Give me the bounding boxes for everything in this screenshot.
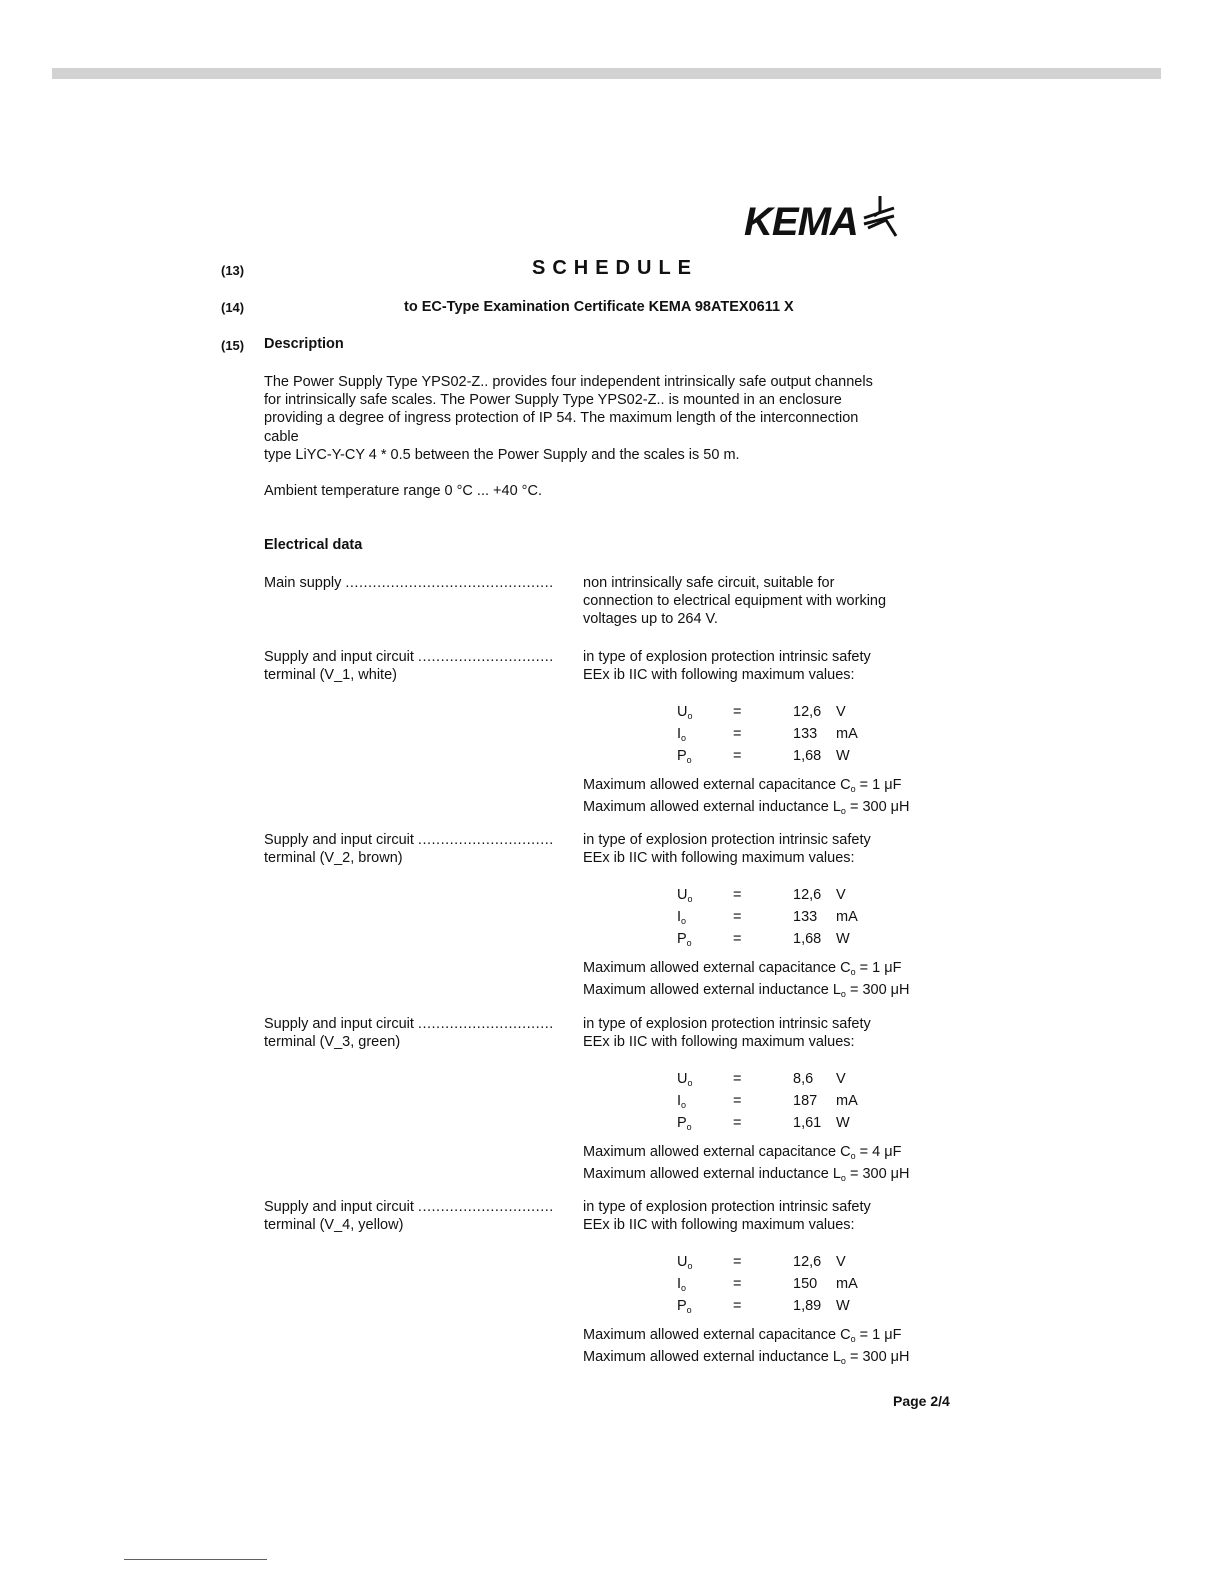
current-row xyxy=(677,1275,858,1297)
circuit-desc-line: EEx ib IIC with following maximum values: xyxy=(583,1034,855,1051)
description-line: The Power Supply Type YPS02-Z.. provides four independent intrinsically safe output channels xyxy=(264,374,873,390)
electrical-data-heading: Electrical data xyxy=(264,537,363,553)
power-value: 1,68 xyxy=(793,931,822,948)
circuit-desc-line: EEx ib IIC with following maximum values: xyxy=(583,850,855,867)
current-row xyxy=(677,908,858,930)
ambient-temperature: Ambient temperature range 0 °C ... +40 °C. xyxy=(264,483,542,499)
description-line: type LiYC-Y-CY 4 * 0.5 between the Power Supply and the scales is 50 m. xyxy=(264,446,740,463)
power-row xyxy=(677,747,858,769)
top-scan-bar xyxy=(52,68,1161,79)
current-value: 150 xyxy=(793,1276,818,1293)
voltage-unit: V xyxy=(836,1254,846,1270)
voltage-value: 12,6 xyxy=(793,887,822,903)
circuit-limits xyxy=(583,959,910,1003)
voltage-row xyxy=(677,1070,858,1092)
circuit-description xyxy=(583,648,956,684)
circuit-desc-line: in type of explosion protection intrinsic safety xyxy=(583,1199,871,1215)
equals-sign: = xyxy=(733,1298,742,1315)
main-supply-text: Main supply xyxy=(264,575,342,591)
capacitance-line: Maximum allowed external capacitance $C_o = 1$ μF xyxy=(583,1327,902,1344)
power-unit: W xyxy=(836,1298,850,1315)
inductance-line: Maximum allowed external inductance $L_o = 300$ μH xyxy=(583,1166,910,1184)
power-unit: W xyxy=(836,1115,850,1132)
current-unit: mA xyxy=(836,1093,858,1110)
current-value: 133 xyxy=(793,726,818,743)
voltage-row xyxy=(677,703,858,725)
inductance-line: Maximum allowed external inductance $L_o = 300$ μH xyxy=(583,982,910,1000)
current-symbol: $I_o$ xyxy=(677,1093,687,1111)
kema-lightning-icon xyxy=(860,194,900,242)
voltage-unit: V xyxy=(836,704,846,720)
capacitance-line: Maximum allowed external capacitance $C_o = 4$ μF xyxy=(583,1144,902,1161)
certificate-subtitle: to EC-Type Examination Certificate KEMA 98ATEX0611 X xyxy=(404,299,794,315)
current-unit: mA xyxy=(836,1276,858,1293)
circuit-label xyxy=(264,648,554,684)
main-supply-label xyxy=(264,574,554,592)
circuit-terminal: terminal (V_4, yellow) xyxy=(264,1217,404,1234)
power-symbol: $P_o$ xyxy=(677,931,692,949)
power-value: 1,61 xyxy=(793,1115,822,1132)
circuit-limits xyxy=(583,776,910,820)
current-unit: mA xyxy=(836,909,858,926)
page-number: Page 2/4 xyxy=(893,1393,950,1409)
section-number-14: (14) xyxy=(221,300,245,315)
circuit-values xyxy=(677,1253,858,1320)
logo-text: KEMA xyxy=(744,200,858,244)
circuit-label-line: Supply and input circuit xyxy=(264,1199,414,1215)
leader-dots xyxy=(418,648,554,666)
power-symbol: $P_o$ xyxy=(677,1298,692,1316)
current-row xyxy=(677,1092,858,1114)
capacitance-line: Maximum allowed external capacitance $C_o = 1$ μF xyxy=(583,960,902,977)
description-paragraph xyxy=(264,373,956,464)
circuit-label xyxy=(264,1015,554,1051)
current-symbol: $I_o$ xyxy=(677,909,687,927)
circuit-desc-line: in type of explosion protection intrinsic safety xyxy=(583,1016,871,1032)
current-value: 187 xyxy=(793,1093,818,1110)
circuit-desc-line: EEx ib IIC with following maximum values: xyxy=(583,667,855,684)
voltage-symbol: $U_o$ xyxy=(677,1071,693,1088)
circuit-terminal: terminal (V_3, green) xyxy=(264,1034,401,1051)
power-value: 1,89 xyxy=(793,1298,822,1315)
current-symbol: $I_o$ xyxy=(677,1276,687,1294)
equals-sign: = xyxy=(733,909,742,926)
equals-sign: = xyxy=(733,931,742,948)
circuit-desc-line: in type of explosion protection intrinsic safety xyxy=(583,649,871,665)
leader-dots xyxy=(418,1198,554,1216)
circuit-label-line: Supply and input circuit xyxy=(264,832,414,848)
leader-dots xyxy=(345,574,554,592)
power-symbol: $P_o$ xyxy=(677,1115,692,1133)
circuit-terminal: terminal (V_1, white) xyxy=(264,667,397,684)
circuit-limits xyxy=(583,1143,910,1187)
description-line: for intrinsically safe scales. The Power Supply Type YPS02-Z.. is mounted in an enclosure xyxy=(264,392,842,409)
voltage-symbol: $U_o$ xyxy=(677,704,693,721)
voltage-row xyxy=(677,1253,858,1275)
voltage-value: 12,6 xyxy=(793,1254,822,1270)
circuit-terminal: terminal (V_2, brown) xyxy=(264,850,403,867)
description-line: cable xyxy=(264,428,299,445)
power-row xyxy=(677,930,858,952)
current-symbol: $I_o$ xyxy=(677,726,687,744)
equals-sign: = xyxy=(733,1093,742,1110)
power-row xyxy=(677,1114,858,1136)
voltage-symbol: $U_o$ xyxy=(677,887,693,904)
leader-dots xyxy=(418,1015,554,1033)
circuit-limits xyxy=(583,1326,910,1370)
circuit-description xyxy=(583,1015,956,1051)
circuit-values xyxy=(677,703,858,770)
power-symbol: $P_o$ xyxy=(677,748,692,766)
circuit-desc-line: EEx ib IIC with following maximum values: xyxy=(583,1217,855,1234)
voltage-symbol: $U_o$ xyxy=(677,1254,693,1271)
main-supply-line: connection to electrical equipment with working xyxy=(583,593,887,610)
inductance-line: Maximum allowed external inductance $L_o = 300$ μH xyxy=(583,1349,910,1367)
power-value: 1,68 xyxy=(793,748,822,765)
circuit-label-line: Supply and input circuit xyxy=(264,1016,414,1032)
circuit-label-line: Supply and input circuit xyxy=(264,649,414,665)
equals-sign: = xyxy=(733,748,742,765)
bottom-rule xyxy=(124,1559,267,1560)
voltage-unit: V xyxy=(836,1071,846,1087)
equals-sign: = xyxy=(733,704,742,720)
current-value: 133 xyxy=(793,909,818,926)
description-line: providing a degree of ingress protection of IP 54. The maximum length of the interconnection xyxy=(264,410,859,427)
circuit-desc-line: in type of explosion protection intrinsic safety xyxy=(583,832,871,848)
equals-sign: = xyxy=(733,1254,742,1270)
circuit-label xyxy=(264,1198,554,1234)
main-supply-line: voltages up to 264 V. xyxy=(583,611,718,628)
power-unit: W xyxy=(836,748,850,765)
current-unit: mA xyxy=(836,726,858,743)
leader-dots xyxy=(418,831,554,849)
circuit-label xyxy=(264,831,554,867)
circuit-values xyxy=(677,886,858,953)
inductance-line: Maximum allowed external inductance $L_o = 300$ μH xyxy=(583,799,910,817)
main-supply-description xyxy=(583,574,956,629)
equals-sign: = xyxy=(733,1071,742,1087)
power-row xyxy=(677,1297,858,1319)
equals-sign: = xyxy=(733,1115,742,1132)
description-heading: Description xyxy=(264,336,344,352)
page-title: SCHEDULE xyxy=(531,257,698,279)
circuit-description xyxy=(583,1198,956,1234)
equals-sign: = xyxy=(733,726,742,743)
circuit-values xyxy=(677,1070,858,1137)
capacitance-line: Maximum allowed external capacitance $C_o = 1$ μF xyxy=(583,777,902,794)
kema-logo xyxy=(744,196,900,242)
equals-sign: = xyxy=(733,887,742,903)
circuit-description xyxy=(583,831,956,867)
power-unit: W xyxy=(836,931,850,948)
section-number-13: (13) xyxy=(221,263,245,278)
voltage-value: 12,6 xyxy=(793,704,822,720)
equals-sign: = xyxy=(733,1276,742,1293)
voltage-unit: V xyxy=(836,887,846,903)
voltage-value: 8,6 xyxy=(793,1071,814,1087)
section-number-15: (15) xyxy=(221,338,245,353)
current-row xyxy=(677,725,858,747)
voltage-row xyxy=(677,886,858,908)
main-supply-line: non intrinsically safe circuit, suitable for xyxy=(583,575,835,591)
